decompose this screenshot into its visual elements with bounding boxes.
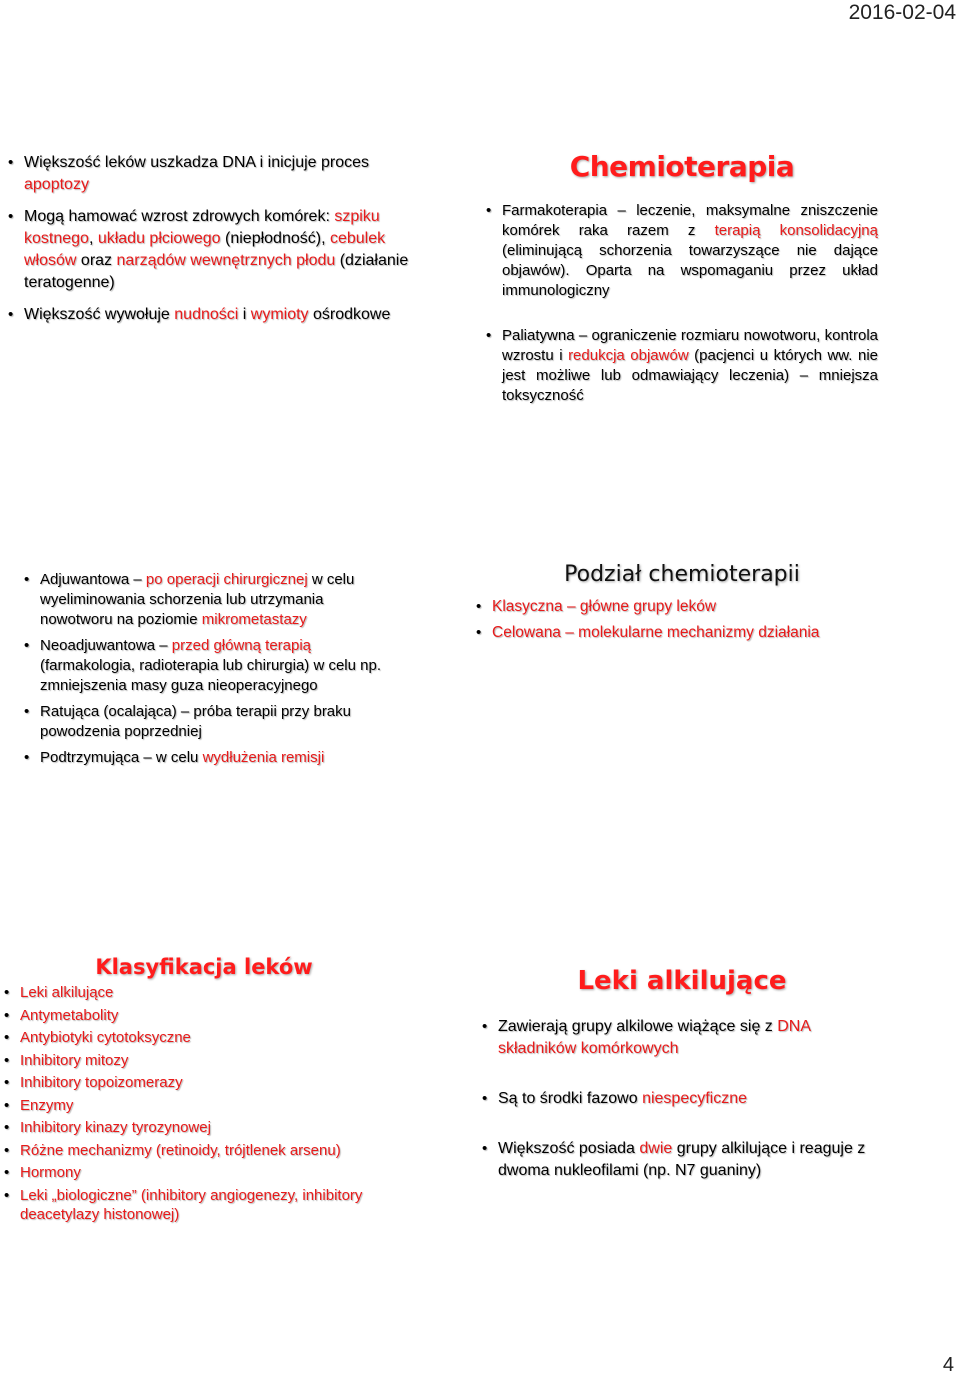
highlighted-text: nudności [174, 306, 239, 323]
bullet-text: ośrodkowe [308, 306, 391, 323]
bullet-list [482, 1016, 882, 1182]
bullet-item [476, 623, 888, 643]
highlighted-text: niespecyficzne [642, 1090, 748, 1107]
highlighted-text: przed główną terapią [171, 637, 312, 654]
bullet-item [4, 1141, 434, 1160]
bullet-text: Farmakoterapia – leczenie, maksymalne zniszczenie komórek raka razem z [502, 202, 878, 239]
bullet-dot-icon: • [4, 1029, 10, 1046]
bullet-list [4, 983, 434, 1224]
bullet-list [8, 152, 412, 326]
bullet-dot-icon: • [4, 1141, 10, 1159]
bullet-dot-icon: • [476, 624, 482, 641]
bullet-dot-icon: • [8, 154, 14, 171]
slide-title: Chemioterapia [569, 150, 795, 183]
bullet-item [24, 702, 384, 742]
bullet-text: (farmakologia, radioterapia lub chirurgia) w celu np. zmniejszenia masy guza nieoperacyjnego [40, 657, 382, 694]
bullet-text: Podtrzymująca – w celu [40, 749, 203, 766]
bullet-text: (pacjenci u których ww. nie jest możliwe lub odmawiający leczenia) – mniejsza toksyczność [502, 347, 879, 404]
highlighted-text: Leki alkilujące [20, 984, 114, 1001]
bullet-item [4, 1163, 434, 1182]
bullet-dot-icon: • [4, 1006, 10, 1024]
highlighted-text: Enzymy [20, 1096, 74, 1114]
highlighted-text: Różne mechanizmy (retinoidy, trójtlenek arsenu) [20, 1141, 341, 1159]
bullet-text: (niepłodność), [220, 230, 330, 247]
bullet-dot-icon: • [8, 208, 14, 225]
bullet-dot-icon: • [24, 749, 30, 766]
bullet-text: , [88, 230, 98, 247]
highlighted-text: po operacji chirurgicznej [145, 571, 308, 588]
bullet-text: Są to środki fazowo [498, 1090, 643, 1107]
slide-title: Klasyfikacja leków [95, 955, 313, 979]
highlighted-text: dwie [639, 1140, 673, 1157]
bullet-dot-icon: • [4, 1096, 10, 1114]
highlighted-text: wymioty [250, 306, 309, 323]
bullet-item [8, 152, 412, 196]
bullet-text: oraz [76, 252, 117, 269]
bullet-text: Mogą hamować wzrost zdrowych komórek: [24, 208, 335, 225]
slide-4-podzial-chemioterapii [476, 562, 888, 649]
highlighted-text: terapią konsolidacyjną [714, 222, 878, 239]
highlighted-text: redukcja objawów [568, 347, 689, 364]
bullet-dot-icon: • [486, 327, 492, 344]
highlighted-text: narządów wewnętrznych płodu [116, 252, 336, 269]
bullet-item [482, 1088, 882, 1110]
page-number: 4 [942, 1354, 954, 1376]
bullet-dot-icon: • [4, 1051, 10, 1069]
bullet-item [4, 1186, 434, 1224]
highlighted-text: Celowana – molekularne mechanizmy działania [492, 624, 820, 641]
bullet-item [4, 1073, 434, 1092]
highlighted-text: układu płciowego [97, 230, 221, 247]
highlighted-text: Antymetabolity [20, 1006, 119, 1024]
bullet-item [8, 304, 412, 326]
bullet-dot-icon: • [24, 703, 30, 720]
highlighted-text: Inhibitory mitozy [20, 1051, 129, 1069]
bullet-dot-icon: • [486, 202, 492, 219]
highlighted-text: Hormony [20, 1164, 81, 1181]
bullet-item [4, 1118, 434, 1137]
bullet-text: Adjuwantowa – [40, 571, 146, 588]
highlighted-text: apoptozy [24, 176, 89, 193]
bullet-text: Neoadjuwantowa – [40, 637, 172, 654]
bullet-text: Paliatywna – ograniczenie rozmiaru nowotworu, kontrola wzrostu i [502, 327, 878, 364]
bullet-dot-icon: • [482, 1140, 488, 1157]
bullet-dot-icon: • [482, 1018, 488, 1035]
bullet-text: Większość posiada [498, 1140, 640, 1157]
highlighted-text: Leki „biologiczne” (inhibitory angiogenezy, inhibitory deacetylazy histonowej) [20, 1186, 363, 1223]
highlighted-text: DNA składników komórkowych [498, 1018, 811, 1057]
slide-title: Leki alkilujące [577, 966, 787, 996]
bullet-item [486, 201, 878, 301]
highlighted-text: mikrometastazy [201, 611, 307, 628]
bullet-dot-icon: • [482, 1090, 488, 1107]
bullet-item [486, 326, 878, 406]
bullet-text: Zawierają grupy alkilowe wiążące się z [498, 1018, 778, 1035]
bullet-dot-icon: • [4, 1186, 10, 1204]
bullet-item [482, 1138, 882, 1182]
highlighted-text: wydłużenia remisji [202, 749, 325, 766]
highlighted-text: cebulek włosów [24, 230, 386, 269]
bullet-text: (działanie teratogenne) [24, 252, 409, 291]
bullet-dot-icon: • [24, 637, 30, 654]
bullet-dot-icon: • [4, 1074, 10, 1091]
bullet-item [24, 636, 384, 696]
slide-5-klasyfikacja-lekow [4, 955, 434, 1227]
bullet-dot-icon: • [24, 571, 30, 588]
bullet-item [8, 206, 412, 294]
bullet-text: i [238, 306, 251, 323]
bullet-dot-icon: • [4, 1119, 10, 1136]
bullet-dot-icon: • [8, 306, 14, 323]
bullet-text: w celu wyeliminowania schorzenia lub utrzymania nowotworu na poziomie [40, 571, 355, 628]
highlighted-text: szpiku kostnego [24, 208, 380, 247]
slide-3-therapy-types [24, 570, 384, 774]
bullet-item [476, 597, 888, 617]
bullet-list [476, 597, 888, 643]
bullet-item [4, 983, 434, 1002]
bullet-list [486, 201, 878, 406]
slide-title: Podział chemioterapii [564, 562, 800, 587]
bullet-item [4, 1006, 434, 1025]
highlighted-text: Inhibitory topoizomerazy [20, 1074, 183, 1091]
slide-1-drug-effects [8, 152, 412, 336]
bullet-text: grupy alkilujące i reaguje z dwoma nukleofilami (np. N7 guaniny) [498, 1140, 866, 1179]
highlighted-text: Inhibitory kinazy tyrozynowej [20, 1119, 211, 1136]
bullet-text: Ratująca (ocalająca) – próba terapii przy braku powodzenia poprzedniej [40, 703, 351, 740]
slide-6-leki-alkilujace [482, 966, 882, 1210]
bullet-dot-icon: • [4, 984, 10, 1001]
highlighted-text: Klasyczna – główne grupy leków [492, 598, 717, 615]
bullet-item [24, 570, 384, 630]
bullet-item [4, 1051, 434, 1070]
bullet-dot-icon: • [476, 598, 482, 615]
bullet-dot-icon: • [4, 1164, 10, 1181]
bullet-item [482, 1016, 882, 1060]
bullet-item [4, 1028, 434, 1047]
bullet-text: Większość leków uszkadza DNA i inicjuje proces [24, 154, 370, 171]
slide-2-chemioterapia [486, 150, 878, 431]
bullet-text: Większość wywołuje [24, 306, 175, 323]
header-date: 2016-02-04 [848, 1, 956, 24]
bullet-item [24, 748, 384, 768]
bullet-text: (eliminującą schorzenia towarzyszące nie dające objawów). Oparta na wspomaganiu przez układ immunologiczny [502, 242, 878, 299]
highlighted-text: Antybiotyki cytotoksyczne [20, 1029, 191, 1046]
bullet-list [24, 570, 384, 768]
bullet-item [4, 1096, 434, 1115]
